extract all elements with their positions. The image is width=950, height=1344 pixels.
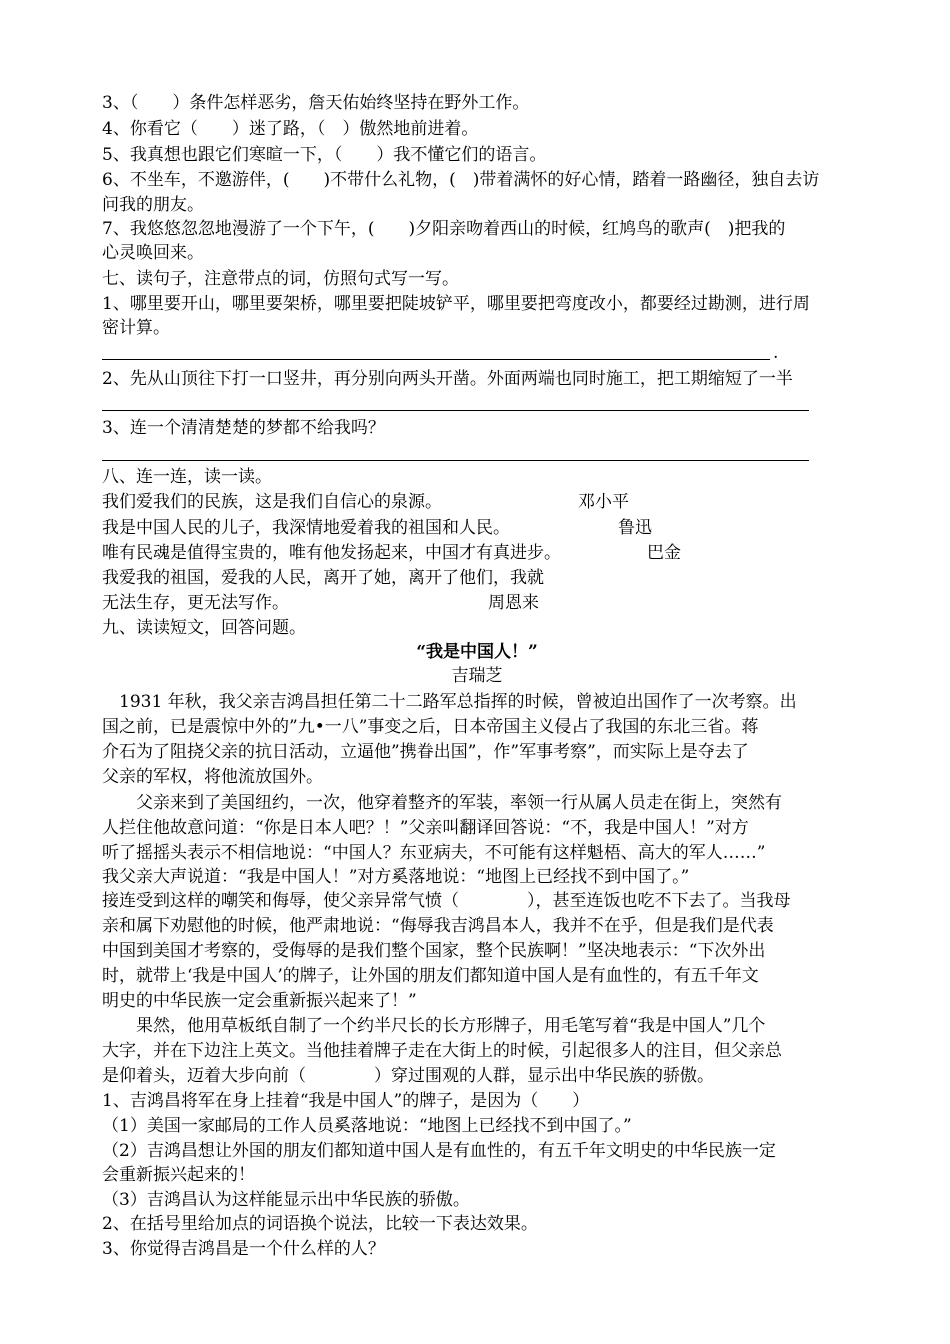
s9-question-1-option-1: （1）美国一家邮局的工作人员奚落地说：“地图上已经找不到中国了。” — [102, 1116, 632, 1136]
s8-person-lu-xun: 鲁迅 — [618, 518, 652, 538]
s9-question-1: 1、吉鸿昌将军在身上挂着“我是中国人”的牌子，是因为（ ） — [102, 1091, 590, 1111]
s6-question-4: 4、你看它（ ）迷了路，（ ）傲然地前进着。 — [102, 119, 479, 139]
article-p1-line4: 父亲的军权，将他流放国外。 — [102, 767, 323, 787]
article-p3-line2: 大字，并在下边注上英文。当他挂着牌子走在大街上的时候，引起很多人的注目，但父亲总 — [102, 1041, 782, 1061]
s8-person-ba-jin: 巴金 — [647, 543, 681, 563]
s6-question-7-line2: 心灵唤回来。 — [102, 243, 204, 263]
s9-heading: 九、读读短文，回答问题。 — [102, 618, 306, 638]
article-p1-line1: 1931 年秋，我父亲吉鸿昌担任第二十二路军总指挥的时候，曾被迫出国作了一次考察。出 — [119, 692, 797, 712]
article-p2-line7: 中国到美国才考察的，受侮辱的是我们整个国家，整个民族啊！”坚决地表示：“下次外出 — [102, 941, 766, 961]
article-p2-line3: 听了摇摇头表示不相信地说：“中国人？东亚病夫，不可能有这样魁梧、高大的军人……” — [102, 843, 766, 863]
s9-question-1-option-2-line1: （2）吉鸿昌想让外国的朋友们都知道中国人是有血性的，有五千年文明史的中华民族一定 — [102, 1141, 776, 1161]
article-p2-line4: 我父亲大声说道：“我是中国人！”对方奚落地说：“地图上已经找不到中国了。” — [102, 867, 690, 887]
s7-question-2: 2、先从山顶往下打一口竖井，再分别向两头开凿。外面两端也同时施工，把工期缩短了一半 — [102, 369, 793, 389]
article-title: “我是中国人！” — [416, 642, 538, 662]
s9-question-3: 3、你觉得吉鸿昌是一个什么样的人？ — [102, 1239, 385, 1259]
article-p3-line3: 是仰着头，迈着大步向前（ ）穿过围观的人群，显示出中华民族的骄傲。 — [102, 1066, 714, 1086]
article-p1-line2: 国之前，已是震惊中外的”九•一八”事变之后，日本帝国主义侵占了我国的东北三省。蒋 — [102, 717, 759, 737]
s7-question-1-line2: 密计算。 — [102, 318, 170, 338]
s8-quote-4-line2: 无法生存，更无法写作。 — [102, 593, 289, 613]
s6-question-3: 3、（ ）条件怎样恶劣，詹天佑始终坚持在野外工作。 — [102, 93, 530, 113]
s6-question-6-line1: 6、不坐车，不邀游伴，( )不带什么礼物，( )带着满怀的好心情，踏着一路幽径，独自去访 — [102, 170, 820, 190]
s6-question-7-line1: 7、我悠悠忽忽地漫游了一个下午，( )夕阳亲吻着西山的时候，红鸠鸟的歌声( )把我的 — [102, 219, 786, 239]
s8-quote-3: 唯有民魂是值得宝贵的，唯有他发扬起来，中国才有真进步。 — [102, 543, 561, 563]
s8-quote-4-line1: 我爱我的祖国，爱我的人民，离开了她，离开了他们，我就 — [102, 568, 544, 588]
s8-quote-1: 我们爱我们的民族，这是我们自信心的泉源。 — [102, 492, 442, 512]
article-p2-line6: 亲和属下劝慰他的时候，他严肃地说：“侮辱我吉鸿昌本人，我并不在乎，但是我们是代表 — [102, 916, 774, 936]
article-author: 吉瑞芝 — [451, 666, 503, 686]
s8-heading: 八、连一连，读一读。 — [102, 467, 272, 487]
s7-question-1-line1: 1、哪里要开山，哪里要架桥，哪里要把陡坡铲平，哪里要把弯度改小，都要经过勘测，进行周 — [102, 294, 810, 314]
article-p1-line3: 介石为了阻挠父亲的抗日活动，立逼他”携眷出国”，作”军事考察”，而实际上是夺去了 — [102, 742, 749, 762]
s8-quote-2: 我是中国人民的儿子，我深情地爱着我的祖国和人民。 — [102, 518, 510, 538]
s7-answer-line-2[interactable] — [102, 410, 809, 411]
article-p2-line2: 人拦住他故意问道：“你是日本人吧？！”父亲叫翻译回答说：“不，我是中国人！”对方 — [102, 818, 749, 838]
s7-question-3: 3、连一个清清楚楚的梦都不给我吗？ — [102, 418, 385, 438]
s7-answer-line-1[interactable] — [102, 359, 770, 360]
s6-question-5: 5、我真想也跟它们寒暄一下，（ ）我不懂它们的语言。 — [102, 145, 547, 165]
s9-question-2: 2、在括号里给加点的词语换个说法，比较一下表达效果。 — [102, 1214, 538, 1234]
s8-person-zhou-enlai: 周恩来 — [488, 593, 539, 613]
s9-question-1-option-2-line2: 会重新振兴起来的！ — [102, 1165, 255, 1185]
s7-answer-line-1-period: . — [773, 343, 779, 363]
article-p3-line1: 果然，他用草板纸自制了一个约半尺长的长方形牌子，用毛笔写着“我是中国人”几个 — [102, 1016, 766, 1036]
s9-question-1-option-3: （3）吉鸿昌认为这样能显示出中华民族的骄傲。 — [102, 1190, 470, 1210]
article-p2-line9: 明史的中华民族一定会重新振兴起来了！” — [102, 991, 417, 1011]
s7-answer-line-3[interactable] — [102, 460, 809, 461]
article-p2-line1: 父亲来到了美国纽约，一次，他穿着整齐的军装，率领一行从属人员走在街上，突然有 — [102, 793, 782, 813]
s7-heading: 七、读句子，注意带点的词，仿照句式写一写。 — [102, 269, 459, 289]
article-p2-line8: 时，就带上‘我是中国人’的牌子，让外国的朋友们都知道中国人是有血性的，有五千年文 — [102, 966, 759, 986]
s6-question-6-line2: 问我的朋友。 — [102, 195, 204, 215]
s8-person-deng-xiaoping: 邓小平 — [578, 492, 629, 512]
article-p2-line5: 接连受到这样的嘲笑和侮辱，使父亲异常气愤（ ），甚至连饭也吃不下去了。当我母 — [102, 891, 791, 911]
